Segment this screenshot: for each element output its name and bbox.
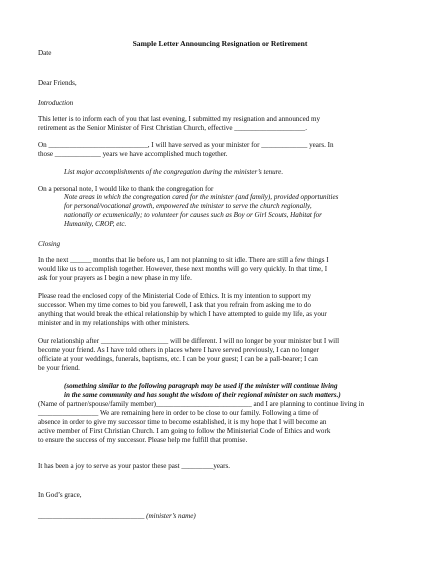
- signoff: In God’s grace,: [38, 491, 82, 499]
- partner-line: absence in order to give my successor time to become established, it is my hope that I will become an: [38, 418, 327, 426]
- partner-line: to ensure the success of my successor. Please help me fulfill that promise.: [38, 436, 248, 444]
- intro-line: those _____________ years we have accomplished much together.: [38, 150, 228, 158]
- relationship-line: be your friend.: [38, 364, 80, 372]
- intro-line: This letter is to inform each of you that last evening, I submitted my resignation and announced my: [38, 115, 321, 123]
- joy-line: It has been a joy to serve as your pastor these past _________years.: [38, 462, 231, 470]
- bold-note-line: in the same community and has sought the wisdom of their regional minister on such matters.): [64, 391, 341, 399]
- closing-heading: Closing: [38, 240, 61, 248]
- note-line: nationally or ecumenically; to volunteer for causes such as Boy or Girl Scouts, Habitat for: [64, 211, 322, 219]
- page-title: Sample Letter Announcing Resignation or Retirement: [132, 39, 308, 48]
- partner-line: active member of First Christian Church. I am going to follow the Ministerial Code of Ethics and work: [38, 427, 331, 435]
- ethics-line: minister and in my relationships with other ministers.: [38, 319, 190, 327]
- signature-label: (minister’s name): [144, 512, 196, 520]
- date-label: Date: [38, 49, 52, 57]
- intro-line: retirement as the Senior Minister of First Christian Church, effective ____________________.: [38, 124, 307, 132]
- note-line: Note areas in which the congregation cared for the minister (and family), provided opportunities: [64, 193, 339, 201]
- note-line: Humanity, CROP, etc.: [64, 220, 127, 228]
- partner-line: _________________ We are remaining here in order to be close to our family. Following a time of: [38, 409, 319, 417]
- relationship-line: become your friend. As I have told others in places where I have served previously, I can no longer: [38, 346, 319, 354]
- closing-line: ask for your prayers as I begin a new phase in my life.: [38, 274, 192, 282]
- ethics-line: successor. When my time comes to bid you farewell, I ask that you refrain from asking me to do: [38, 301, 311, 309]
- partner-line: (Name of partner/spouse/family member)___________________________ and I are planning to continue living in: [38, 400, 365, 408]
- intro-heading: Introduction: [38, 99, 74, 107]
- ethics-line: Please read the enclosed copy of the Ministerial Code of Ethics. It is my intention to support my: [38, 292, 312, 300]
- personal-line: On a personal note, I would like to thank the congregation for: [38, 185, 214, 193]
- greeting: Dear Friends,: [38, 79, 77, 87]
- closing-line: In the next ______ months that lie before us, I am not planning to sit idle. There are still a few things I: [38, 256, 329, 264]
- closing-line: would like us to accomplish together. However, these next months will go very quickly. In that time, I: [38, 265, 328, 273]
- accomplishments-note: List major accomplishments of the congregation during the minister’s tenure.: [64, 168, 284, 176]
- ethics-line: anything that would break the ethical relationship by which I have attempted to guide my life, as your: [38, 310, 327, 318]
- note-line: for personal/vocational growth, empowered the minister to serve the church regionally,: [64, 202, 312, 210]
- bold-note-line: (something similar to the following paragraph may be used if the minister will continue living: [64, 382, 338, 390]
- signature-line: ______________________________: [38, 512, 145, 520]
- signature-block: [38, 512, 196, 521]
- intro-line: On ____________________________, I will have served as your minister for _____________ years. In: [38, 141, 334, 149]
- relationship-line: officiate at your weddings, funerals, baptisms, etc. I can be your guest; I can be a pall-bearer; I can: [38, 355, 318, 363]
- relationship-line: Our relationship after ___________________ will be different. I will no longer be your minister but I will: [38, 337, 340, 345]
